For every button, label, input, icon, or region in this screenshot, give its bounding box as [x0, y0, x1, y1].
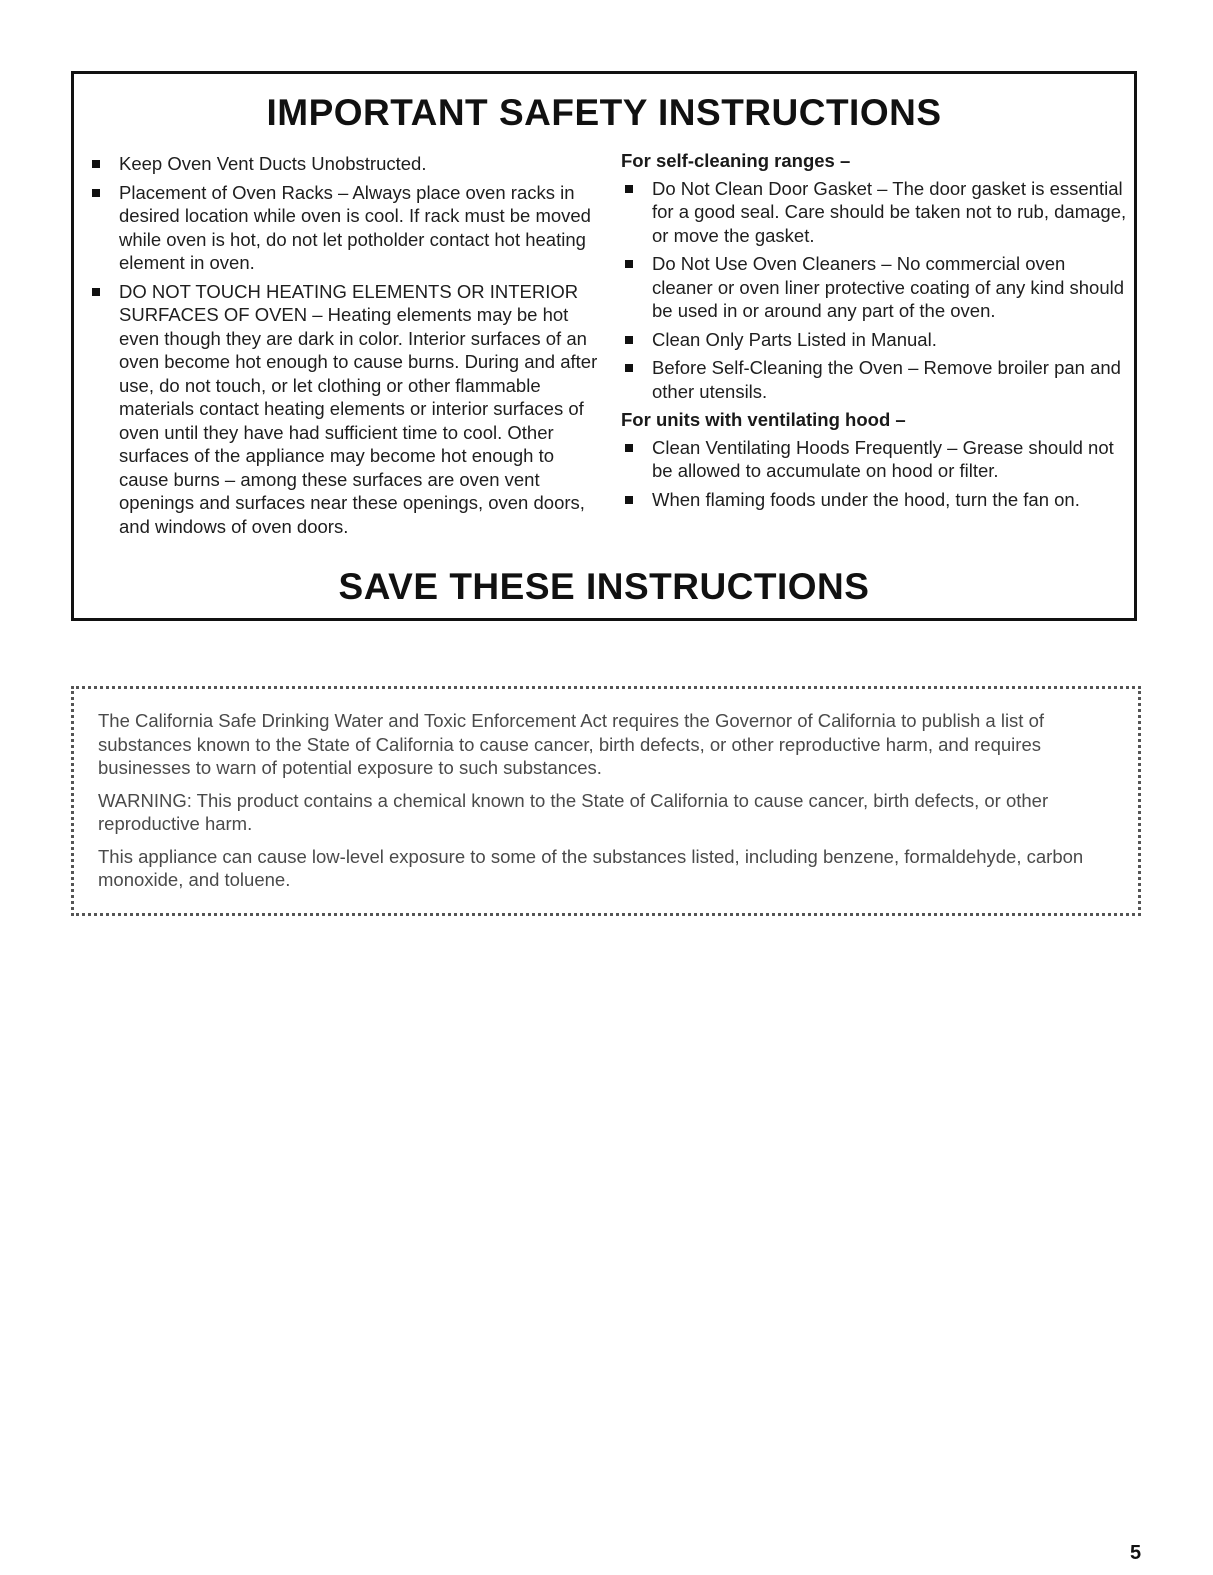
- list-item-text: Do Not Use Oven Cleaners – No commercial oven cleaner or oven liner protective coating of any kind should be used in or around any part of the oven.: [652, 253, 1125, 321]
- prop65-paragraph: The California Safe Drinking Water and Toxic Enforcement Act requires the Governor of California to publish a list of substances known to the State of California to cause cancer, birth defects, or other reproductive harm, and requires businesses to warn of potential exposure to such substances.: [98, 710, 1045, 778]
- square-bullet-icon: [625, 336, 633, 344]
- ventilating-hood-list: [621, 436, 1131, 512]
- square-bullet-icon: [625, 444, 633, 452]
- list-item: [88, 280, 608, 539]
- list-item: [621, 436, 1131, 483]
- list-item: [88, 181, 608, 275]
- list-item: [621, 356, 1131, 403]
- safety-instructions-box: [71, 71, 1137, 621]
- square-bullet-icon: [625, 185, 633, 193]
- list-item: [621, 328, 1131, 352]
- square-bullet-icon: [92, 288, 100, 296]
- list-item: [621, 177, 1131, 248]
- safety-left-column: [88, 152, 608, 543]
- save-instructions-title: SAVE THESE INSTRUCTIONS: [338, 566, 870, 607]
- safety-right-column: [621, 149, 1131, 516]
- list-item: [88, 152, 608, 176]
- list-item: [621, 488, 1131, 512]
- page-number: 5: [1130, 1542, 1142, 1564]
- list-item-text: Keep Oven Vent Ducts Unobstructed.: [119, 153, 427, 174]
- list-item-text: Placement of Oven Racks – Always place oven racks in desired location while oven is cool. If rack must be moved while oven is hot, do not let potholder contact hot heating element in oven.: [119, 181, 591, 273]
- safety-left-list: [88, 152, 608, 538]
- list-item-text: DO NOT TOUCH HEATING ELEMENTS OR INTERIOR SURFACES OF OVEN – Heating elements may be hot even though they are dark in color. Interior surfaces of an oven become hot enough to cause burns. During and after use, do not touch, or let clothing or other flammable materials contact heating elements or interior surfaces of oven until they have had sufficient time to cool. Other surfaces of the appliance may become hot enough to cause burns – among these surfaces are oven vent openings and surfaces near these openings, oven doors, and windows of oven doors.: [119, 280, 598, 537]
- list-item-text: Clean Only Parts Listed in Manual.: [652, 328, 937, 350]
- square-bullet-icon: [625, 496, 633, 504]
- list-item: [621, 252, 1131, 323]
- list-item-text: Do Not Clean Door Gasket – The door gasket is essential for a good seal. Care should be taken not to rub, damage, or move the gasket.: [652, 177, 1127, 246]
- ventilating-hood-heading: For units with ventilating hood –: [621, 409, 906, 430]
- list-item-text: When flaming foods under the hood, turn the fan on.: [652, 488, 1080, 510]
- square-bullet-icon: [625, 364, 633, 372]
- prop65-warning-box: [71, 686, 1141, 916]
- safety-title: IMPORTANT SAFETY INSTRUCTIONS: [266, 92, 942, 133]
- square-bullet-icon: [625, 260, 633, 268]
- square-bullet-icon: [92, 160, 100, 168]
- list-item-text: Before Self-Cleaning the Oven – Remove broiler pan and other utensils.: [652, 357, 1121, 402]
- prop65-warning-paragraph: WARNING: This product contains a chemical known to the State of California to cause cancer, birth defects, or other reproductive harm.: [98, 789, 1049, 834]
- list-item-text: Clean Ventilating Hoods Frequently – Grease should not be allowed to accumulate on hood or filter.: [652, 436, 1114, 481]
- square-bullet-icon: [92, 189, 100, 197]
- prop65-exposure-paragraph: This appliance can cause low-level exposure to some of the substances listed, including benzene, formaldehyde, carbon monoxide, and toluene.: [98, 845, 1084, 890]
- self-cleaning-list: [621, 177, 1131, 404]
- self-cleaning-heading: For self-cleaning ranges –: [621, 150, 851, 171]
